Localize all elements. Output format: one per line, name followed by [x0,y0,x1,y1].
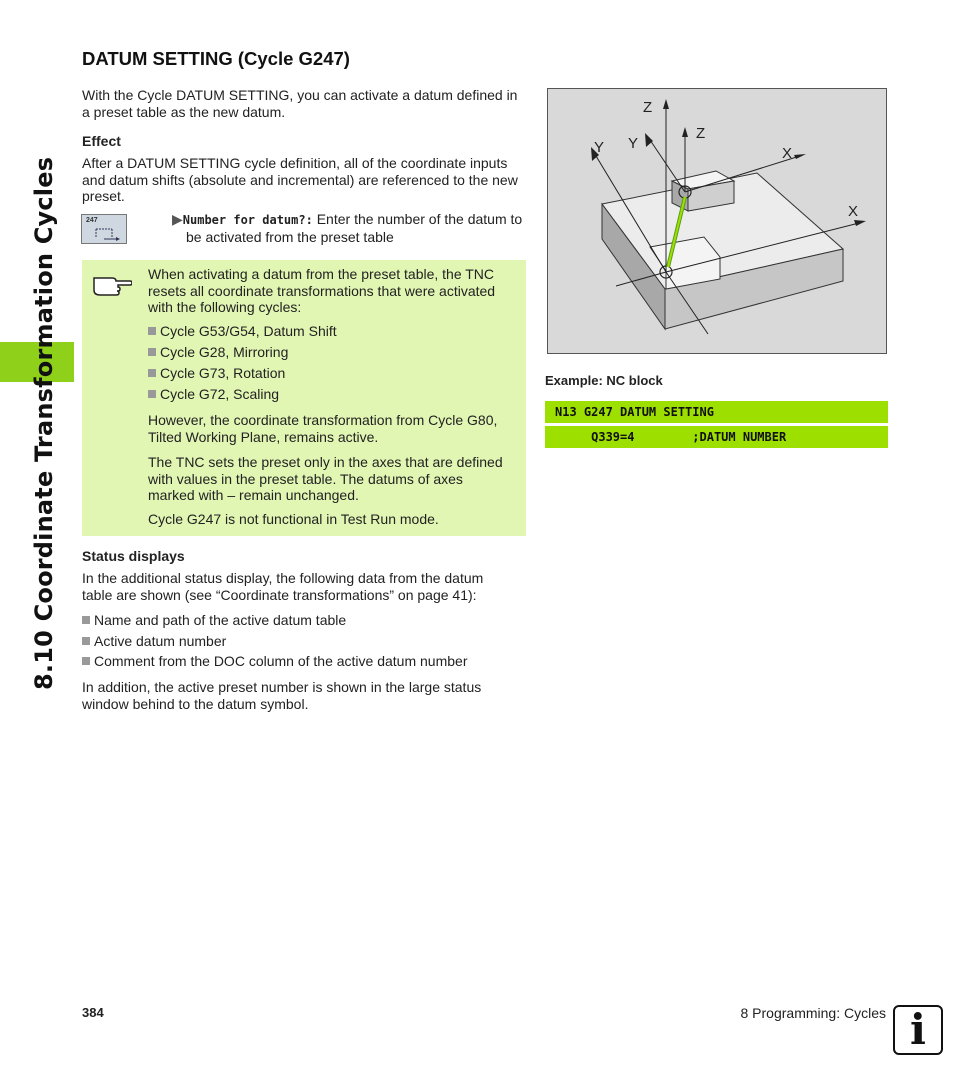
example-heading: Example: NC block [545,373,663,388]
list-item: Name and path of the active datum table [82,612,532,629]
note-paragraph-3: The TNC sets the preset only in the axes that are defined with values in the preset table. The datums of axes marked with – remain unchanged. [148,454,503,503]
chapter-side-title: 8.10 Coordinate Transformation Cycles [30,156,58,690]
cycle-247-softkey[interactable]: 247 [81,214,127,244]
note-paragraph-4: Cycle G247 is not functional in Test Run mode. [148,511,439,527]
triangle-bullet-icon: ▶ [172,211,183,227]
list-item: Active datum number [82,633,532,650]
note-paragraph-2: However, the coordinate transformation from Cycle G80, Tilted Working Plane, remains active. [148,412,498,445]
list-item: Comment from the DOC column of the active datum number [82,653,532,670]
list-item: Cycle G72, Scaling [148,386,520,403]
pointing-hand-icon [92,270,132,296]
info-icon: i [893,1005,943,1055]
z-axis-label: Z [696,125,706,142]
nc-block-line: N13 G247 DATUM SETTING [545,401,888,423]
y-axis-label: Y [594,139,605,156]
list-item: Cycle G53/G54, Datum Shift [148,323,520,340]
x-axis-label: X [782,145,793,162]
page-title: DATUM SETTING (Cycle G247) [82,48,350,69]
x-axis-label: X [848,203,859,220]
parameter-description: ▶Number for datum?: Enter the number of the datum to be activated from the preset table [172,211,523,245]
effect-paragraph: After a DATUM SETTING cycle definition, all of the coordinate inputs and datum shifts (absolute and incremental) are referenced to the new preset. [82,155,518,204]
note-box [82,260,526,536]
status-list [82,612,532,670]
note-intro: When activating a datum from the preset table, the TNC resets all coordinate transformations that were activated with the following cycles: [148,266,496,315]
status-heading: Status displays [82,548,185,564]
z-axis-label: Z [643,99,653,116]
effect-heading: Effect [82,133,121,149]
closing-paragraph: In addition, the active preset number is shown in the large status window behind to the datum symbol. [82,679,482,712]
status-paragraph: In the additional status display, the following data from the datum table are shown (see “Coordinate transformations” on page 41): [82,570,484,603]
nc-block-line: Q339=4 ;DATUM NUMBER [545,426,888,448]
note-cycle-list [148,323,520,403]
datum-setting-figure [547,88,887,354]
list-item: Cycle G73, Rotation [148,365,520,382]
intro-paragraph: With the Cycle DATUM SETTING, you can activate a datum defined in a preset table as the new datum. [82,87,518,120]
chapter-footer: 8 Programming: Cycles [740,1005,886,1021]
workpiece-diagram [548,89,886,353]
list-item: Cycle G28, Mirroring [148,344,520,361]
page-number: 384 [82,1005,104,1020]
y-axis-label: Y [628,135,639,152]
datum-setting-icon [82,215,126,243]
